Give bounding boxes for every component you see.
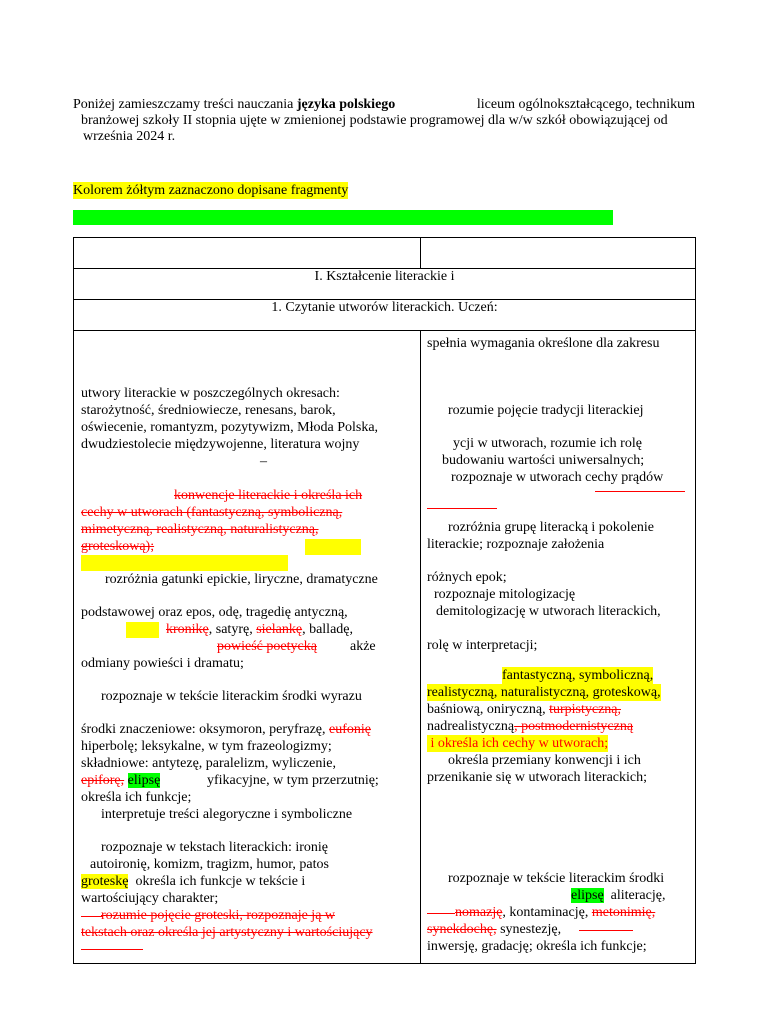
- yellow-highlight-text: i określa ich cechy w utworach;: [427, 736, 609, 751]
- text-line: różnych epok;: [427, 570, 507, 585]
- text-part: aliterację,: [603, 888, 666, 903]
- deleted-text: konwencje literackie i określa ich: [174, 488, 363, 503]
- text-line: ycji w utworach, rozumie ich rolę: [453, 436, 642, 451]
- text-line: yfikacyjne, w tym przerzutnię;: [207, 773, 379, 788]
- yellow-highlight-block: [81, 555, 288, 571]
- curriculum-table: [73, 237, 696, 964]
- text-line: [427, 701, 621, 718]
- text-line: podstawowej oraz epos, odę, tragedię antyczną,: [81, 605, 348, 620]
- deleted-rule: [579, 930, 633, 931]
- text-line: wartościujący charakter;: [81, 891, 219, 906]
- section-title: I. Kształcenie literackie i: [74, 269, 696, 300]
- intro-paragraph: [73, 97, 695, 145]
- yellow-highlight-text: realistyczną, naturalistyczną, groteskową,: [427, 685, 661, 700]
- yellow-highlight-block: [305, 539, 361, 555]
- deleted-text: , postmodernistyczną: [514, 719, 634, 734]
- intro-bold-subject: języka polskiego: [296, 97, 396, 112]
- yellow-note: Kolorem żółtym zaznaczono dopisane fragmenty: [73, 183, 349, 198]
- text-line: hiperbolę; leksykalne, w tym frazeologizmy;: [81, 739, 332, 754]
- yellow-highlight-block: [126, 622, 159, 638]
- subsection-title: 1. Czytanie utworów literackich. Uczeń:: [74, 300, 696, 331]
- green-highlight-bar: [73, 210, 613, 225]
- intro-line-3: września 2024 r.: [83, 129, 176, 144]
- table-header-row: [74, 238, 696, 269]
- left-column: [74, 331, 421, 964]
- green-highlight-text: elipsę: [127, 773, 161, 788]
- text-part: baśniową, oniryczną,: [427, 702, 550, 717]
- text-part: nadrealistyczną: [427, 719, 515, 734]
- text-line: autoironię, komizm, tragizm, humor, patos: [90, 857, 329, 872]
- text-part: synestezję,: [496, 922, 562, 937]
- deleted-text: groteskową);: [81, 539, 155, 554]
- intro-text: liceum ogólnokształcącego, technikum: [459, 97, 695, 112]
- text-part: , kontaminację,: [502, 905, 592, 920]
- deleted-text: synekdochę,: [427, 922, 497, 937]
- deleted-text: turpistyczną,: [549, 702, 621, 717]
- text-line: rozumie pojęcie tradycji literackiej: [448, 403, 644, 418]
- text-line: składniowe: antytezę, paralelizm, wyliczenie,: [81, 756, 337, 771]
- text-line: rozróżnia gatunki epickie, liryczne, dramatyczne: [105, 572, 378, 587]
- text-line: [81, 772, 160, 789]
- deleted-text: sielankę: [256, 622, 303, 637]
- deleted-text: nomazję: [455, 905, 503, 920]
- text-line: –: [260, 454, 267, 469]
- deleted-text: epiforę,: [81, 773, 125, 788]
- green-highlight-text: elipsę: [571, 888, 604, 903]
- deleted-rule: [81, 949, 143, 950]
- text-line: określa przemiany konwencji i ich: [448, 753, 641, 768]
- text-line: [427, 921, 561, 938]
- deleted-rule: [595, 491, 685, 492]
- text-line: interpretuje treści alegoryczne i symboliczne: [101, 807, 353, 822]
- text-line: [166, 621, 353, 638]
- text-line: akże: [350, 639, 376, 654]
- text-part: , satyrę,: [208, 622, 257, 637]
- text-line: rozpoznaje w tekstach literackich: ironię: [101, 840, 329, 855]
- intro-line-2: branżowej szkoły II stopnia ujęte w zmienionej podstawie programowej dla w/w szkół obowiązującej od: [81, 113, 668, 128]
- empty-cell: [421, 238, 696, 269]
- text-line: starożytność, średniowiecze, renesans, barok,: [81, 403, 336, 418]
- text-line: określa ich funkcje;: [81, 790, 192, 805]
- text-line: [455, 904, 655, 921]
- text-line: oświecenie, romantyzm, pozytywizm, Młoda Polska,: [81, 420, 379, 435]
- text-part: określa ich funkcje w tekście i: [128, 874, 306, 889]
- text-line: rozpoznaje w tekście literackim środki wyrazu: [101, 689, 362, 704]
- intro-line-1: [73, 97, 695, 113]
- text-line: [571, 887, 665, 904]
- text-line: budowaniu wartości uniwersalnych;: [442, 453, 645, 468]
- yellow-highlight-text: groteskę: [81, 874, 129, 889]
- empty-cell: [74, 238, 421, 269]
- text-line: literackie; rozpoznaje założenia: [427, 537, 605, 552]
- deleted-text: kronikę: [166, 622, 209, 637]
- deleted-text: eufonię: [329, 722, 371, 737]
- text-part: , balladę,: [302, 622, 353, 637]
- text-line: [81, 721, 371, 738]
- text-line: [427, 718, 633, 735]
- text-line: demitologizację w utworach literackich,: [436, 604, 661, 619]
- text-line: spełnia wymagania określone dla zakresu: [427, 336, 660, 351]
- deleted-rule: [427, 508, 497, 509]
- text-line: utwory literackie w poszczególnych okresach:: [81, 386, 340, 401]
- deleted-text: mimetyczną, realistyczną, naturalistyczną,: [81, 522, 319, 537]
- deleted-text: metonimię,: [591, 905, 656, 920]
- deleted-text: rozumie pojęcie groteski, rozpoznaje ją w: [101, 908, 336, 923]
- right-column: [421, 331, 696, 964]
- yellow-highlight-text: fantastyczną, symboliczną,: [502, 668, 654, 683]
- text-line: odmiany powieści i dramatu;: [81, 656, 244, 671]
- deleted-text: cechy w utworach (fantastyczną, symboliczną,: [81, 505, 343, 520]
- text-line: rozpoznaje w tekście literackim środki: [448, 871, 665, 886]
- text-line: rozpoznaje w utworach cechy prądów: [451, 470, 664, 485]
- deleted-text: tekstach oraz określa jej artystyczny i wartościujący: [81, 925, 373, 940]
- deleted-rule: [81, 916, 103, 917]
- text-line: przenikanie się w utworach literackich;: [427, 770, 648, 785]
- text-line: rozróżnia grupę literacką i pokolenie: [448, 520, 655, 535]
- text-line: inwersję, gradację; określa ich funkcje;: [427, 939, 647, 954]
- intro-text: Poniżej zamieszczamy treści nauczania: [73, 97, 297, 112]
- text-part: środki znaczeniowe: oksymoron, peryfrazę,: [81, 722, 330, 737]
- section-row: [74, 269, 696, 300]
- text-line: [81, 873, 305, 890]
- text-line: rozpoznaje mitologizację: [434, 587, 576, 602]
- text-line: dwudziestolecie międzywojenne, literatura wojny: [81, 437, 360, 452]
- subsection-row: [74, 300, 696, 331]
- text-line: rolę w interpretacji;: [427, 638, 538, 653]
- deleted-rule: [427, 913, 455, 914]
- content-row: [74, 331, 696, 964]
- deleted-text: powieść poetycką: [217, 639, 317, 654]
